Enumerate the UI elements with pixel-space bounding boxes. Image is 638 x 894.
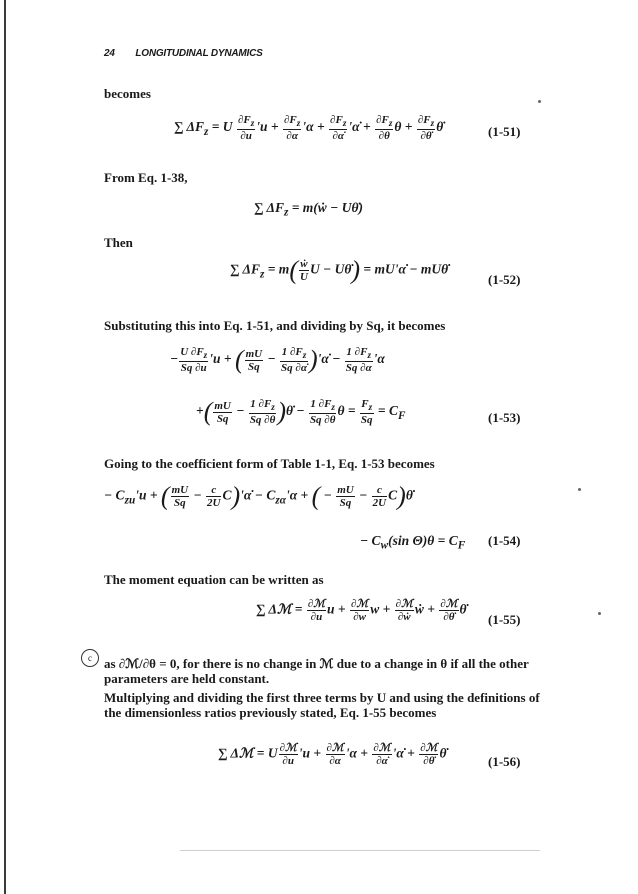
equation-number-1-56: (1-56)	[488, 754, 521, 769]
margin-circle-mark	[81, 649, 99, 667]
text-moment-equation: The moment equation can be written as	[104, 572, 324, 587]
equation-from-1-38: ∑ $\Delta F_z$ = m(ẇ − Uθ̇)	[254, 200, 363, 219]
text-becomes: becomes	[104, 86, 151, 101]
equation-number-1-52: (1-52)	[488, 272, 521, 287]
equation-1-54-line-1: − $C_{zu}'u$ + ( $\frac{mU}{Sq}$ − $\frac{c}{2U}$ C)'α̇ − $C_{z\alpha}'\alpha$ + ( − $\frac{mU}{Sq}$ − $\frac{c}{2U}$ C)θ̇	[104, 481, 413, 511]
running-title: LONGITUDINAL DYNAMICS	[135, 48, 263, 59]
equation-1-54-line-2: − $C_w(\sin$ $\Theta)\theta = C_F$	[360, 533, 466, 552]
page-number: 24	[104, 48, 115, 59]
running-header	[104, 48, 263, 59]
equation-1-53-line-2: +( $\frac{mU}{Sq}$ − $\frac{1 \partial F_z}{Sq \partial\theta}$ )θ̇ − $\frac{1 \partial F_z}{Sq \partial\theta}$ θ = $\frac{F_z}{Sq}$ = $C_F$	[196, 397, 406, 427]
margin-mark-symbol: c	[88, 653, 92, 663]
equation-number-1-51: (1-51)	[488, 124, 521, 139]
text-substituting: Substituting this into Eq. 1-51, and dividing by Sq, it becomes	[104, 318, 446, 333]
scan-faint-line	[180, 850, 540, 851]
text-then: Then	[104, 235, 133, 250]
equation-number-1-55: (1-55)	[488, 612, 521, 627]
equation-1-51: ∑ $\Delta F_z = U$ $\frac{\partial F_z}{\partial u}$ 'u + $\frac{\partial F_z}{\partial\alpha}$ 'α + $\frac{\partial F_z}{\partial\alphȧ}$ 'α̇ + $\frac{\partial F_z}{\partial\theta}$ θ + $\frac{\partial F_z}{\partial\thetȧ}$ θ̇	[174, 114, 444, 143]
text-from-eq: From Eq. 1-38,	[104, 170, 188, 185]
equation-number-1-54: (1-54)	[488, 533, 521, 548]
text-going-to: Going to the coefficient form of Table 1-1, Eq. 1-53 becomes	[104, 456, 435, 471]
text-multiplying: Multiplying and dividing the first three terms by U and using the definitions of the dimensionless ratios previously stated, Eq. 1-55 becomes	[104, 690, 540, 720]
equation-number-1-53: (1-53)	[488, 410, 521, 425]
equation-1-55: ∑ Δℳ = $\frac{\text{∂ℳ}}{\partial u}$ u + $\frac{\text{∂ℳ}}{\partial w}$ w + $\frac{\text{∂ℳ}}{\text{∂ẇ}}$ ẇ + $\frac{\text{∂ℳ}}{\partial\thetȧ}$ θ̇	[256, 598, 467, 623]
equation-1-56: ∑ Δℳ = U $\frac{\text{∂ℳ}}{\partial u}$ 'u + $\frac{\text{∂ℳ}}{\partial\alpha}$ 'α + $\frac{\text{∂ℳ}}{\partial\alphȧ}$ 'α̇ + $\frac{\text{∂ℳ}}{\partial\thetȧ}$ θ̇	[218, 742, 447, 767]
scan-speck	[538, 100, 541, 103]
scan-speck	[598, 612, 601, 615]
text-note: as ∂ℳ/∂θ = 0, for there is no change in ℳ due to a change in θ if all the other parameters are held constant.	[104, 656, 529, 686]
scan-speck	[578, 488, 581, 491]
equation-1-52: ∑ $\Delta F_z = m$( $\frac{\text{ẇ}}{U}$ U − Uθ̇) = mU'α̇ − mUθ̇	[230, 255, 449, 285]
equation-1-53-line-1: − $\frac{U \partial F_z}{Sq \partial u}$ 'u + ( $\frac{mU}{Sq}$ − $\frac{1 \partial F_z}{Sq \partial\alphȧ}$ )'α̇ − $\frac{1 \partial F_z}{Sq \partial\alpha}$ 'α	[170, 345, 385, 375]
scan-edge-line	[4, 0, 6, 894]
